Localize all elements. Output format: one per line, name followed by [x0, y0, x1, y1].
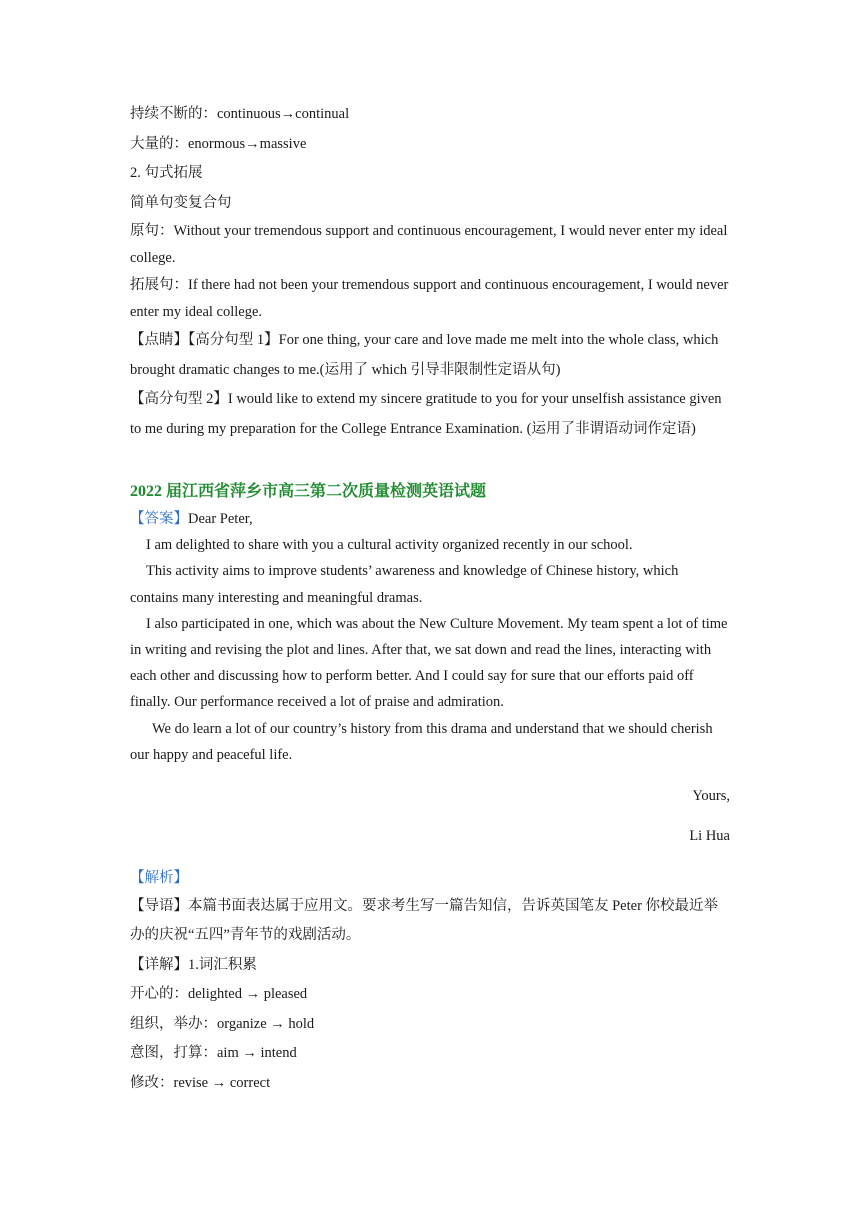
vocab-item: 大量的：enormous→massive [130, 135, 307, 152]
highlight-sentence-1 [130, 326, 730, 385]
guide-paragraph [130, 892, 730, 951]
detail-heading: 1.词汇积累 [188, 956, 257, 973]
detail-heading-line [130, 951, 730, 981]
answer-line [130, 506, 730, 532]
original-text: Without your tremendous support and continuous encouragement, I would never enter my ideal college. [130, 223, 728, 266]
section-heading: 2. 句式拓展 [130, 165, 203, 181]
vocab-item: 组织，举办：organize → hold [130, 1015, 315, 1032]
letter-closing: Yours, [692, 787, 730, 804]
vocab-item: 意图，打算：aim → intend [130, 1045, 297, 1062]
vocab-item: 修改：revise → correct [130, 1074, 271, 1091]
letter-paragraph: I am delighted to share with you a cultural activity organized recently in our school. [146, 537, 633, 554]
letter-signature: Li Hua [689, 828, 730, 845]
highlight-2-label: 【高分句型 2】 [130, 391, 228, 407]
letter-paragraph: I also participated in one, which was about the New Culture Movement. My team spent a lot of time in writing and revising the plot and lines. After that, we sat down and read the lines, interacting with each other and discussing how to perform better. And I could say for sure that our efforts paid off finally. Our performance received a lot of praise and admiration. [130, 615, 728, 711]
original-label: 原句： [130, 223, 174, 239]
letter-paragraph: This activity aims to improve students’ awareness and knowledge of Chinese history, which contains many interesting and meaningful dramas. [130, 563, 679, 606]
highlight-1-label: 【点睛】【高分句型 1】 [130, 332, 279, 348]
highlight-1-text: For one thing, your care and love made me melt into the whole class, which brought dramatic changes to me.(运用了 which 引导非限制性定语从句) [130, 332, 719, 378]
vocab-list-top [130, 100, 730, 218]
expanded-label: 拓展句： [130, 277, 188, 293]
guide-text: 本篇书面表达属于应用文。要求考生写一篇告知信，告诉英国笔友 Peter 你校最近举办的庆祝“五四”青年节的戏剧活动。 [130, 897, 719, 944]
document-page [130, 100, 730, 1098]
original-sentence [130, 218, 730, 272]
highlight-2-text: I would like to extend my sincere gratitude to you for your unselfish assistance given to me during my preparation for the College Entrance Examination. (运用了非谓语动词作定语) [130, 391, 722, 437]
salutation: Dear Peter, [188, 511, 253, 527]
letter-paragraph: We do learn a lot of our country’s history from this drama and understand that we should cherish our happy and peaceful life. [130, 720, 713, 763]
expanded-sentence [130, 272, 730, 326]
vocab-list-bottom [130, 951, 730, 1099]
expanded-text: If there had not been your tremendous support and continuous encouragement, I would never enter my ideal college. [130, 277, 729, 320]
vocab-item: 开心的：delighted → pleased [130, 986, 308, 1003]
sub-heading: 简单句变复合句 [130, 194, 232, 211]
answer-label: 【答案】 [130, 511, 188, 527]
vocab-item: 持续不断的：continuous→continual [130, 106, 350, 122]
detail-label: 【详解】 [130, 956, 188, 973]
section-title: 2022 届江西省萍乡市高三第二次质量检测英语试题 [130, 483, 487, 500]
highlight-sentence-2 [130, 385, 730, 444]
analysis-label: 【解析】 [130, 869, 188, 886]
guide-label: 【导语】 [130, 897, 188, 914]
